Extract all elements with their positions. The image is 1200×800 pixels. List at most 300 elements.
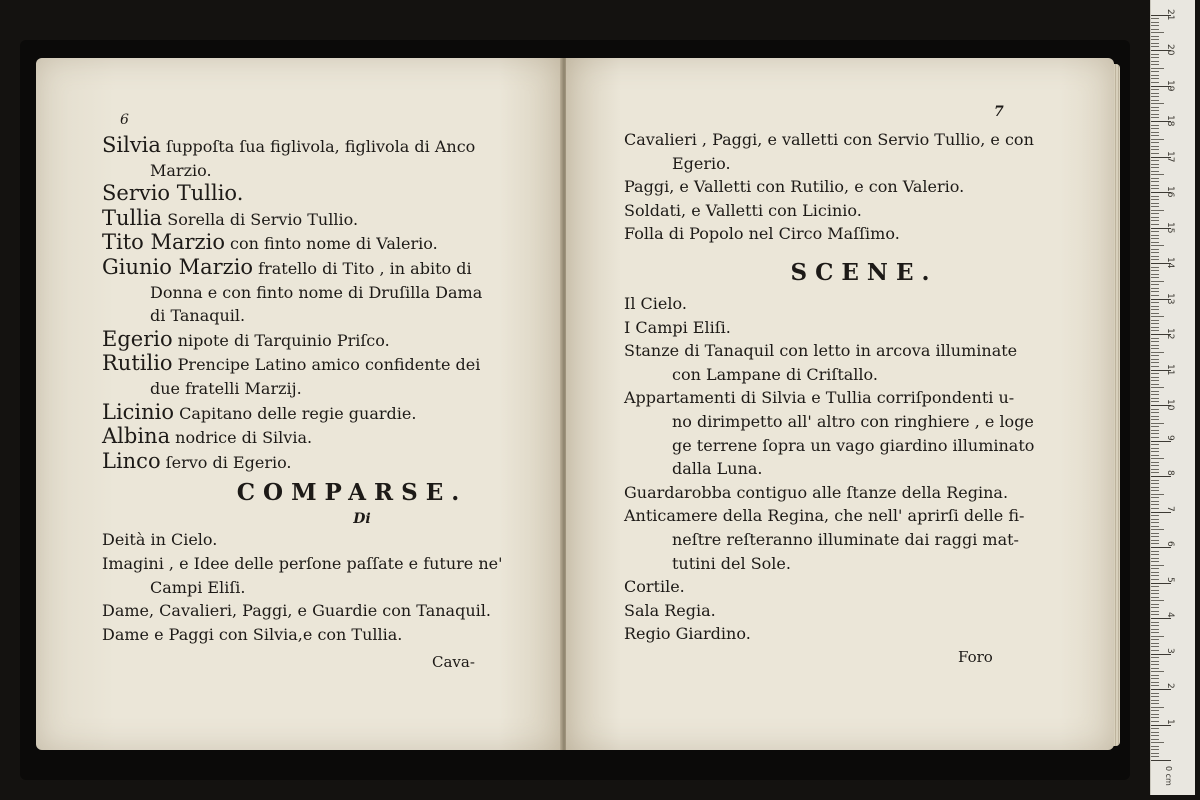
line-text: ſervo di Egerio. bbox=[160, 452, 292, 472]
ruler-tick bbox=[1151, 75, 1159, 76]
ruler-tick bbox=[1151, 565, 1164, 566]
ruler-tick bbox=[1151, 306, 1159, 307]
ruler-tick bbox=[1151, 558, 1159, 559]
comparse-subheading: Di bbox=[353, 511, 371, 528]
line-text: Anticamere della Regina, che nell' aprirſi delle fi- bbox=[624, 506, 1025, 526]
ruler-tick bbox=[1151, 707, 1164, 708]
character-name: Silvia bbox=[102, 133, 161, 157]
ruler-tick bbox=[1151, 64, 1159, 65]
ruler-tick bbox=[1151, 426, 1159, 427]
ruler-tick bbox=[1151, 373, 1159, 374]
ruler-tick bbox=[1151, 536, 1159, 537]
ruler-number: 9 bbox=[1165, 434, 1175, 441]
ruler-tick bbox=[1151, 135, 1159, 136]
ruler-tick bbox=[1151, 160, 1159, 161]
ruler-tick bbox=[1151, 110, 1159, 111]
ruler-tick bbox=[1151, 746, 1159, 747]
line-text: Imagini , e Idee delle perſone paſſate e future ne' bbox=[102, 553, 503, 573]
ruler-tick bbox=[1151, 18, 1159, 19]
text-line bbox=[102, 134, 542, 159]
ruler-tick bbox=[1151, 430, 1159, 431]
ruler-tick bbox=[1151, 238, 1159, 239]
ruler-tick bbox=[1151, 235, 1159, 236]
text-line bbox=[624, 339, 1064, 363]
ruler-tick bbox=[1151, 288, 1159, 289]
line-text: nodrice di Silvia. bbox=[170, 428, 313, 448]
ruler-tick bbox=[1151, 206, 1159, 207]
ruler-tick bbox=[1151, 249, 1159, 250]
line-text: Egerio. bbox=[672, 153, 731, 173]
text-line bbox=[624, 622, 1064, 646]
line-text: tutini del Sole. bbox=[672, 553, 791, 573]
ruler-tick bbox=[1151, 575, 1159, 576]
ruler-tick bbox=[1151, 756, 1159, 757]
ruler-tick bbox=[1151, 196, 1159, 197]
ruler-number: 14 bbox=[1165, 257, 1175, 269]
ruler-tick bbox=[1151, 646, 1159, 647]
line-text: Appartamenti di Silvia e Tullia corriſpondenti u- bbox=[624, 388, 1015, 408]
text-line bbox=[102, 328, 542, 353]
text-line bbox=[102, 352, 542, 377]
ruler-tick bbox=[1151, 689, 1171, 690]
ruler-tick bbox=[1151, 458, 1164, 459]
left-page-number: 6 bbox=[120, 112, 129, 128]
cast-list bbox=[102, 134, 542, 474]
ruler-number: 3 bbox=[1165, 647, 1175, 654]
ruler-tick bbox=[1151, 675, 1159, 676]
ruler-tick bbox=[1151, 245, 1164, 246]
ruler-number: 2 bbox=[1165, 683, 1175, 689]
ruler-tick bbox=[1151, 739, 1159, 740]
ruler-tick bbox=[1151, 185, 1159, 186]
ruler-tick bbox=[1151, 366, 1159, 367]
ruler-tick bbox=[1151, 171, 1159, 172]
ruler-tick bbox=[1151, 409, 1159, 410]
ruler-tick bbox=[1151, 586, 1159, 587]
line-text: Donna e con finto nome di Druſilla Dama bbox=[150, 282, 483, 302]
ruler-tick bbox=[1151, 636, 1164, 637]
ruler-tick bbox=[1151, 703, 1159, 704]
ruler-tick bbox=[1151, 93, 1159, 94]
ruler-tick bbox=[1151, 284, 1159, 285]
character-name: Rutilio bbox=[102, 351, 173, 376]
ruler-tick bbox=[1151, 302, 1159, 303]
ruler-tick bbox=[1151, 448, 1159, 449]
ruler-tick bbox=[1151, 529, 1164, 530]
ruler-tick bbox=[1151, 380, 1159, 381]
ruler-number: 20 bbox=[1165, 44, 1175, 56]
ruler-number: 18 bbox=[1165, 115, 1175, 127]
ruler-tick bbox=[1151, 668, 1159, 669]
ruler-tick bbox=[1151, 181, 1159, 182]
ruler-number: 11 bbox=[1165, 363, 1175, 375]
ruler-tick bbox=[1151, 693, 1159, 694]
ruler-tick bbox=[1151, 749, 1159, 750]
ruler-tick bbox=[1151, 281, 1164, 282]
ruler-tick bbox=[1151, 114, 1159, 115]
text-line bbox=[624, 175, 1064, 199]
comparse-heading: COMPARSE. bbox=[236, 479, 468, 507]
line-text: ge terrene ſopra un vago giardino illuminato bbox=[672, 435, 1035, 455]
ruler-tick bbox=[1151, 355, 1159, 356]
right-catchword: Foro bbox=[958, 648, 993, 666]
ruler-tick bbox=[1151, 717, 1159, 718]
ruler-unit-label: 0 cm bbox=[1164, 766, 1173, 786]
ruler-tick bbox=[1151, 682, 1159, 683]
line-text: Il Cielo. bbox=[624, 293, 687, 313]
ruler-tick bbox=[1151, 103, 1164, 104]
text-line bbox=[624, 457, 1064, 481]
line-text: Guardarobba contiguo alle ſtanze della Regina. bbox=[624, 482, 1009, 502]
text-line bbox=[102, 377, 542, 401]
ruler-tick bbox=[1151, 107, 1159, 108]
ruler-tick bbox=[1151, 543, 1159, 544]
ruler-tick bbox=[1151, 270, 1159, 271]
ruler-tick bbox=[1151, 345, 1159, 346]
line-text: due fratelli Marzij. bbox=[150, 378, 302, 398]
ruler-tick bbox=[1151, 622, 1159, 623]
ruler-tick bbox=[1151, 590, 1159, 591]
line-text: con Lampane di Criſtallo. bbox=[672, 364, 878, 384]
ruler-number: 8 bbox=[1165, 470, 1175, 476]
ruler-tick bbox=[1151, 320, 1159, 321]
ruler-tick bbox=[1151, 735, 1159, 736]
text-line bbox=[624, 128, 1064, 152]
text-line bbox=[624, 599, 1064, 623]
ruler-tick bbox=[1151, 341, 1159, 342]
character-name: Linco bbox=[102, 448, 161, 473]
text-line bbox=[624, 434, 1064, 458]
ruler-tick bbox=[1151, 462, 1159, 463]
ruler-tick bbox=[1151, 128, 1159, 129]
text-line bbox=[624, 152, 1064, 176]
ruler-tick bbox=[1151, 377, 1159, 378]
ruler-number: 17 bbox=[1165, 150, 1175, 162]
ruler-tick bbox=[1151, 600, 1164, 601]
ruler-tick bbox=[1151, 117, 1159, 118]
line-text: dalla Luna. bbox=[672, 459, 763, 479]
line-text: Cavalieri , Paggi, e valletti con Servio Tullio, e con bbox=[624, 130, 1034, 149]
ruler-tick bbox=[1151, 54, 1159, 55]
ruler-tick bbox=[1151, 153, 1159, 154]
comparse-continued-list bbox=[624, 128, 1064, 246]
ruler-tick bbox=[1151, 25, 1159, 26]
text-line bbox=[102, 182, 542, 207]
ruler-number: 21 bbox=[1165, 8, 1175, 20]
ruler-tick bbox=[1151, 685, 1159, 686]
line-text: I Campi Eliſi. bbox=[624, 317, 731, 337]
ruler-tick bbox=[1151, 330, 1159, 331]
ruler-tick bbox=[1151, 387, 1164, 388]
character-name: Licinio bbox=[102, 399, 175, 424]
line-text: nipote di Tarquinio Priſco. bbox=[172, 330, 390, 350]
ruler-tick bbox=[1151, 504, 1159, 505]
ruler-tick bbox=[1151, 352, 1164, 353]
ruler-tick bbox=[1151, 167, 1159, 168]
ruler-tick bbox=[1151, 29, 1159, 30]
ruler-tick bbox=[1151, 419, 1159, 420]
line-text: di Tanaquil. bbox=[150, 306, 246, 326]
ruler-tick bbox=[1151, 671, 1164, 672]
character-name: Egerio bbox=[102, 326, 173, 351]
text-line bbox=[102, 231, 542, 256]
ruler-tick bbox=[1151, 721, 1159, 722]
ruler-tick bbox=[1151, 256, 1159, 257]
text-line bbox=[102, 304, 542, 328]
ruler-number: 16 bbox=[1165, 186, 1175, 198]
line-text: Dame, Cavalieri, Paggi, e Guardie con Tanaquil. bbox=[102, 601, 491, 621]
text-line bbox=[102, 159, 542, 183]
ruler-tick bbox=[1151, 309, 1159, 310]
ruler-tick bbox=[1151, 455, 1159, 456]
text-line bbox=[102, 552, 542, 576]
ruler-tick bbox=[1151, 362, 1159, 363]
ruler-tick bbox=[1151, 39, 1159, 40]
ruler-tick bbox=[1151, 43, 1159, 44]
text-line bbox=[624, 504, 1064, 528]
ruler-tick bbox=[1151, 497, 1159, 498]
ruler-tick bbox=[1151, 89, 1159, 90]
ruler-tick bbox=[1151, 494, 1164, 495]
ruler-tick bbox=[1151, 220, 1159, 221]
ruler-tick bbox=[1151, 188, 1159, 189]
ruler-tick bbox=[1151, 139, 1164, 140]
text-line bbox=[102, 528, 542, 552]
line-text: Soldati, e Valletti con Licinio. bbox=[624, 200, 862, 220]
ruler-tick bbox=[1151, 217, 1159, 218]
ruler-tick bbox=[1151, 68, 1164, 69]
ruler-tick bbox=[1151, 313, 1159, 314]
text-line bbox=[102, 256, 542, 281]
line-text: Regio Giardino. bbox=[624, 624, 751, 644]
line-text: Marzio. bbox=[150, 160, 212, 180]
ruler-tick bbox=[1151, 476, 1171, 477]
ruler-number: 6 bbox=[1165, 541, 1175, 547]
ruler-tick bbox=[1151, 437, 1159, 438]
left-catchword: Cava- bbox=[432, 653, 475, 671]
ruler-tick bbox=[1151, 593, 1159, 594]
ruler-tick bbox=[1151, 277, 1159, 278]
ruler-tick bbox=[1151, 213, 1159, 214]
ruler-tick bbox=[1151, 700, 1159, 701]
ruler-tick bbox=[1151, 526, 1159, 527]
ruler-tick bbox=[1151, 348, 1159, 349]
text-line bbox=[102, 599, 542, 623]
ruler-tick bbox=[1151, 554, 1159, 555]
ruler-tick bbox=[1151, 661, 1159, 662]
line-text: con finto nome di Valerio. bbox=[224, 234, 438, 254]
ruler-tick bbox=[1151, 433, 1159, 434]
ruler-tick bbox=[1151, 274, 1159, 275]
ruler-tick bbox=[1151, 71, 1159, 72]
scene-heading: SCENE. bbox=[790, 258, 938, 286]
ruler-tick bbox=[1151, 252, 1159, 253]
text-line bbox=[624, 528, 1064, 552]
right-text-block bbox=[624, 128, 1064, 646]
ruler-tick bbox=[1151, 146, 1159, 147]
right-page-number: 7 bbox=[994, 104, 1004, 120]
ruler-tick bbox=[1151, 760, 1171, 761]
ruler-tick bbox=[1151, 259, 1159, 260]
text-line bbox=[624, 292, 1064, 316]
ruler-tick bbox=[1151, 561, 1159, 562]
ruler-tick bbox=[1151, 501, 1159, 502]
ruler-tick bbox=[1151, 568, 1159, 569]
character-name: Tito Marzio bbox=[102, 230, 225, 255]
ruler-number: 1 bbox=[1165, 718, 1175, 725]
ruler-number: 10 bbox=[1165, 399, 1175, 411]
ruler-tick bbox=[1151, 483, 1159, 484]
ruler-tick bbox=[1151, 629, 1159, 630]
text-line bbox=[102, 576, 542, 600]
ruler-tick bbox=[1151, 522, 1159, 523]
line-text: Dame e Paggi con Silvia,e con Tullia. bbox=[102, 624, 403, 644]
ruler-tick bbox=[1151, 398, 1159, 399]
text-line bbox=[102, 281, 542, 305]
ruler-number: 7 bbox=[1165, 505, 1175, 512]
character-name: Giunio Marzio bbox=[102, 254, 254, 279]
ruler-tick bbox=[1151, 231, 1159, 232]
ruler-tick bbox=[1151, 650, 1159, 651]
ruler-tick bbox=[1151, 32, 1164, 33]
character-name: Tullia bbox=[102, 205, 163, 230]
ruler-tick bbox=[1151, 224, 1159, 225]
ruler-tick bbox=[1151, 490, 1159, 491]
ruler-tick bbox=[1151, 323, 1159, 324]
line-text: no dirimpetto all' altro con ringhiere , e loge bbox=[672, 411, 1034, 431]
ruler-tick bbox=[1151, 540, 1159, 541]
ruler-tick bbox=[1151, 515, 1159, 516]
line-text: fratello di Tito , in abito di bbox=[253, 258, 472, 278]
ruler-tick bbox=[1151, 451, 1159, 452]
ruler-tick bbox=[1151, 149, 1159, 150]
ruler-tick bbox=[1151, 423, 1164, 424]
ruler-tick bbox=[1151, 267, 1159, 268]
ruler-tick bbox=[1151, 625, 1159, 626]
ruler-tick bbox=[1151, 643, 1159, 644]
ruler-tick bbox=[1151, 657, 1159, 658]
text-line bbox=[624, 222, 1064, 246]
ruler-tick bbox=[1151, 78, 1159, 79]
ruler-tick bbox=[1151, 125, 1159, 126]
left-text-block bbox=[102, 134, 542, 646]
ruler-tick bbox=[1151, 142, 1159, 143]
ruler-tick bbox=[1151, 391, 1159, 392]
line-text: neſtre reſteranno illuminate dai raggi mat- bbox=[672, 529, 1019, 549]
line-text: Stanze di Tanaquil con letto in arcova illuminate bbox=[624, 341, 1018, 361]
ruler-tick bbox=[1151, 607, 1159, 608]
character-name: Servio Tullio. bbox=[102, 181, 244, 206]
line-text: Sala Regia. bbox=[624, 600, 716, 620]
line-text: Capitano delle regie guardie. bbox=[174, 403, 417, 423]
ruler-tick bbox=[1151, 732, 1159, 733]
text-line bbox=[624, 481, 1064, 505]
ruler-tick bbox=[1151, 359, 1159, 360]
character-name: Albina bbox=[102, 424, 171, 449]
text-line bbox=[102, 401, 542, 426]
comparse-list bbox=[102, 528, 542, 646]
ruler-tick bbox=[1151, 714, 1159, 715]
text-line bbox=[624, 410, 1064, 434]
ruler-tick bbox=[1151, 533, 1159, 534]
ruler-tick bbox=[1151, 36, 1159, 37]
ruler-tick bbox=[1151, 664, 1159, 665]
ruler-number: 15 bbox=[1165, 221, 1175, 233]
line-text: Cortile. bbox=[624, 577, 685, 597]
ruler-tick bbox=[1151, 203, 1159, 204]
ruler-tick bbox=[1151, 338, 1159, 339]
ruler-tick bbox=[1151, 472, 1159, 473]
ruler-number: 5 bbox=[1165, 576, 1175, 583]
ruler-tick bbox=[1151, 604, 1159, 605]
ruler-tick bbox=[1151, 174, 1164, 175]
ruler-tick bbox=[1151, 82, 1159, 83]
line-text: Campi Eliſi. bbox=[150, 577, 246, 597]
ruler-tick bbox=[1151, 316, 1164, 317]
line-text: Folla di Popolo nel Circo Maſſimo. bbox=[624, 224, 900, 244]
ruler-tick bbox=[1151, 22, 1159, 23]
ruler-tick bbox=[1151, 547, 1171, 548]
ruler-tick bbox=[1151, 597, 1159, 598]
text-line bbox=[102, 425, 542, 450]
ruler-tick bbox=[1151, 611, 1159, 612]
text-line bbox=[624, 199, 1064, 223]
right-page bbox=[566, 58, 1114, 750]
measurement-ruler bbox=[1150, 0, 1195, 795]
ruler-tick bbox=[1151, 61, 1159, 62]
text-line bbox=[624, 316, 1064, 340]
ruler-tick bbox=[1151, 416, 1159, 417]
ruler-number: 13 bbox=[1165, 292, 1175, 304]
ruler-tick bbox=[1151, 480, 1159, 481]
ruler-tick bbox=[1151, 678, 1159, 679]
scene-list bbox=[624, 292, 1064, 646]
ruler-tick bbox=[1151, 199, 1159, 200]
text-line bbox=[624, 552, 1064, 576]
ruler-tick bbox=[1151, 412, 1159, 413]
ruler-tick bbox=[1151, 164, 1159, 165]
ruler-tick bbox=[1151, 401, 1159, 402]
ruler-tick bbox=[1151, 465, 1159, 466]
ruler-number: 19 bbox=[1165, 79, 1175, 91]
ruler-number: 4 bbox=[1165, 612, 1175, 618]
ruler-tick bbox=[1151, 210, 1164, 211]
ruler-tick bbox=[1151, 487, 1159, 488]
ruler-tick bbox=[1151, 295, 1159, 296]
ruler-tick bbox=[1151, 742, 1164, 743]
ruler-tick bbox=[1151, 46, 1159, 47]
ruler-tick bbox=[1151, 579, 1159, 580]
ruler-tick bbox=[1151, 753, 1159, 754]
line-text: Deità in Cielo. bbox=[102, 530, 218, 550]
ruler-tick bbox=[1151, 132, 1159, 133]
ruler-number: 12 bbox=[1165, 328, 1175, 340]
ruler-tick bbox=[1151, 632, 1159, 633]
text-line bbox=[624, 386, 1064, 410]
ruler-tick bbox=[1151, 469, 1159, 470]
left-page bbox=[36, 58, 562, 750]
ruler-tick bbox=[1151, 178, 1159, 179]
text-line bbox=[624, 363, 1064, 387]
ruler-tick bbox=[1151, 519, 1159, 520]
line-text: Sorella di Servio Tullio. bbox=[162, 209, 359, 229]
text-line bbox=[102, 450, 542, 475]
text-line bbox=[102, 623, 542, 647]
ruler-tick bbox=[1151, 291, 1159, 292]
ruler-tick bbox=[1151, 728, 1159, 729]
ruler-tick bbox=[1151, 551, 1159, 552]
line-text: Prencipe Latino amico confidente dei bbox=[172, 355, 481, 375]
